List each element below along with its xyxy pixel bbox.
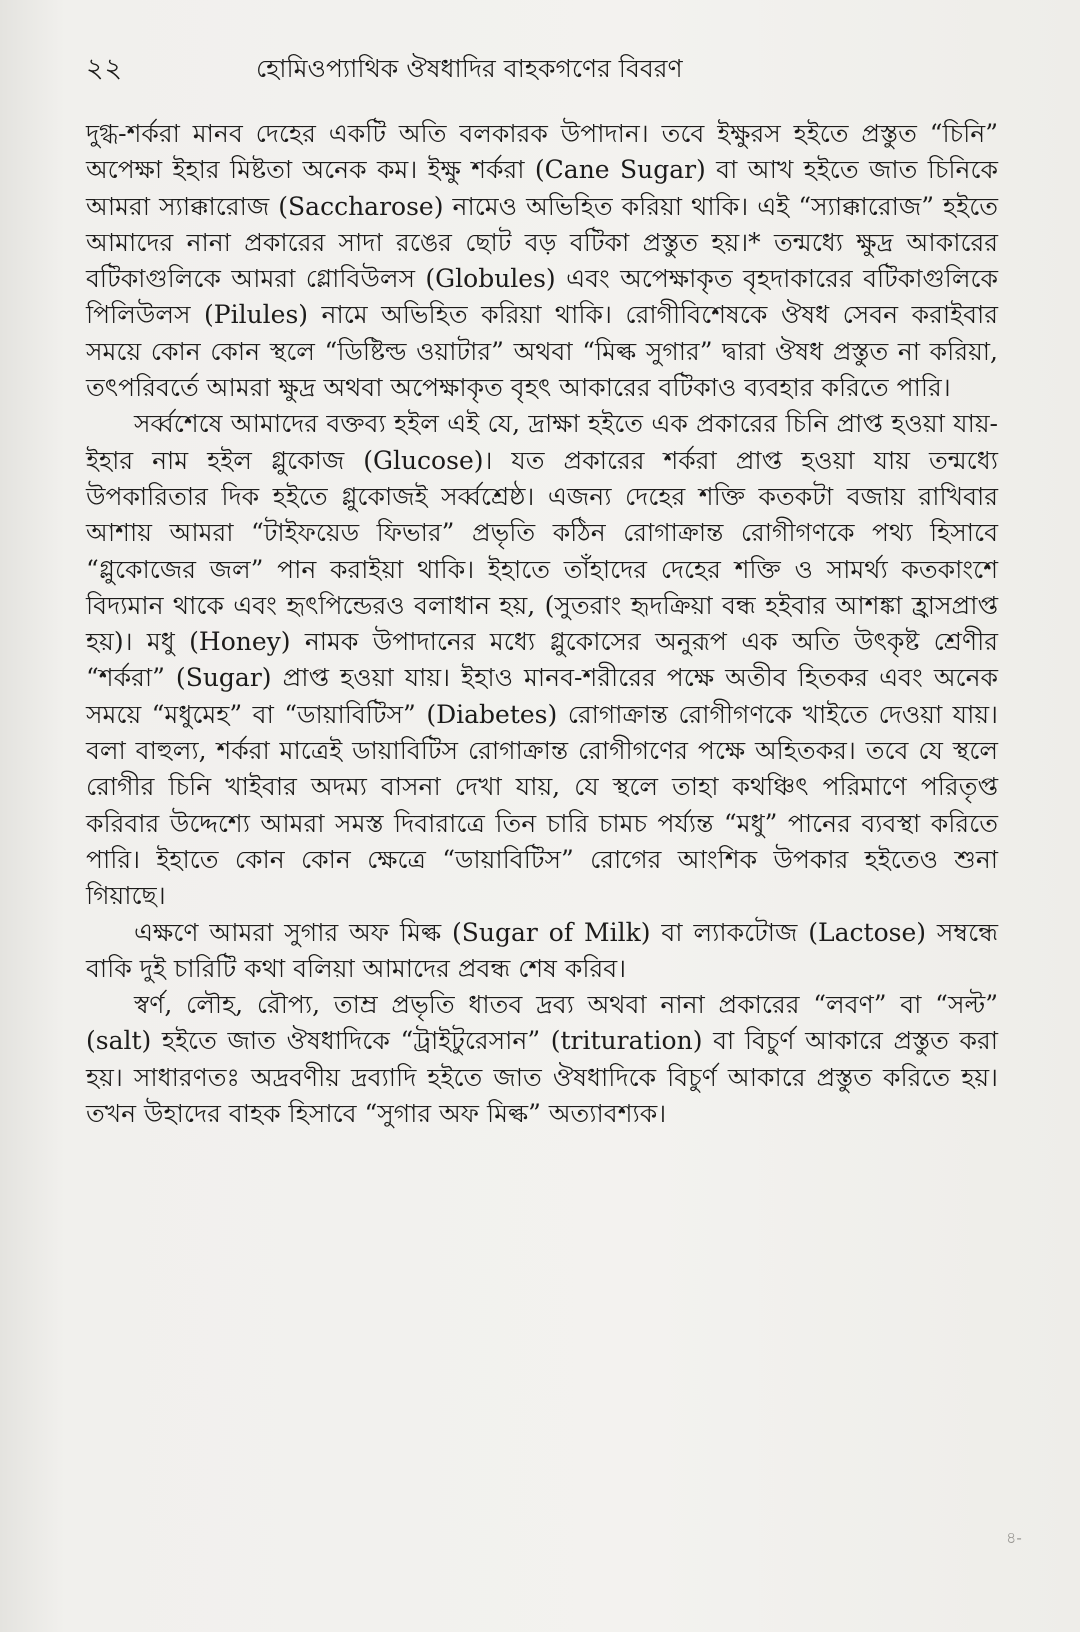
paragraph: সর্ব্বশেষে আমাদের বক্তব্য হইল এই যে, দ্রাক্ষা হইতে এক প্রকারের চিনি প্রাপ্ত হওয়া যায়-ইহার নাম হইল গ্লুকোজ (Glucose)। যত প্রকারের শর্করা প্রাপ্ত হওয়া যায় তন্মধ্যে উপকারিতার দিক হইতে গ্লুকোজই সর্ব্বশ্রেষ্ঠ। এজন্য দেহের শক্তি কতকটা বজায় রাখিবার আশায় আমরা “টাইফয়েড ফিভার” প্রভৃতি কঠিন রোগাক্রান্ত রোগীগণকে পথ্য হিসাবে “গ্লুকোজের জল” পান করাইয়া থাকি। ইহাতে তাঁহাদের দেহের শক্তি ও সামর্থ্য কতকাংশে বিদ্যমান থাকে এবং হৃৎপিন্ডেরও বলাধান হয়, (সুতরাং হৃদক্রিয়া বন্ধ হইবার আশঙ্কা হ্রাসপ্রাপ্ত হয়)। মধু (Honey) নামক উপাদানের মধ্যে গ্লুকোসের অনুরূপ এক অতি উৎকৃষ্ট শ্রেণীর “শর্করা” (Sugar) প্রাপ্ত হওয়া যায়। ইহাও মানব-শরীরের পক্ষে অতীব হিতকর এবং অনেক সময়ে “মধুমেহ” বা “ডায়াবিটিস” (Diabetes) রোগাক্রান্ত রোগীগণকে খাইতে দেওয়া যায়। বলা বাহুল্য, শর্করা মাত্রেই ডায়াবিটিস রোগাক্রান্ত রোগীগণের পক্ষে অহিতকর। তবে যে স্থলে রোগীর চিনি খাইবার অদম্য বাসনা দেখা যায়, যে স্থলে তাহা কথঞ্চিৎ পরিমাণে পরিতৃপ্ত করিবার উদ্দেশ্যে আমরা সমস্ত দিবারাত্রে তিন চারি চামচ পর্য্যন্ত “মধু” পানের ব্যবস্থা করিতে পারি। ইহাতে কোন কোন ক্ষেত্রে “ডায়াবিটিস” রোগের আংশিক উপকার হইতেও শুনা গিয়াছে। xyxy=(86,409,998,911)
paragraph: এক্ষণে আমরা সুগার অফ মিল্ক (Sugar of Milk) বা ল্যাকটোজ (Lactose) সম্বন্ধে বাকি দুই চারিটি কথা বলিয়া আমাদের প্রবন্ধ শেষ করিব। xyxy=(86,917,998,983)
paragraph: দুগ্ধ-শর্করা মানব দেহের একটি অতি বলকারক উপাদান। তবে ইক্ষুরস হইতে প্রস্তুত “চিনি” অপেক্ষা ইহার মিষ্টতা অনেক কম। ইক্ষু শর্করা (Cane Sugar) বা আখ হইতে জাত চিনিকে আমরা স্যাক্কারোজ (Saccharose) নামেও অভিহিত করিয়া থাকি। এই “স্যাক্কারোজ” হইতে আমাদের নানা প্রকারের সাদা রঙের ছোট বড় বটিকা প্রস্তুত হয়।* তন্মধ্যে ক্ষুদ্র আকারের বটিকাগুলিকে আমরা গ্লোবিউলস (Globules) এবং অপেক্ষাকৃত বৃহদাকারের বটিকাগুলিকে পিলিউলস (Pilules) নামে অভিহিত করিয়া থাকি। রোগীবিশেষকে ঔষধ সেবন করাইবার সময়ে কোন কোন স্থলে “ডিষ্টিল্ড ওয়াটার” অথবা “মিল্ক সুগার” দ্বারা ঔষধ প্রস্তুত না করিয়া, তৎপরিবর্তে আমরা ক্ষুদ্র অথবা অপেক্ষাকৃত বৃহৎ আকারের বটিকাও ব্যবহার করিতে পারি। xyxy=(86,119,998,403)
page-header xyxy=(86,48,970,92)
paragraph: স্বর্ণ, লৌহ, রৌপ্য, তাম্র প্রভৃতি ধাতব দ্রব্য অথবা নানা প্রকারের “লবণ” বা “সল্ট” (salt) হইতে জাত ঔষধাদিকে “ট্রাইটুরেসান” (trituration) বা বিচুর্ণ আকারে প্রস্তুত করা হয়। সাধারণতঃ অদ্রবণীয় দ্রব্যাদি হইতে জাত ঔষধাদিকে বিচুর্ণ আকারে প্রস্তুত করিতে হয়। তখন উহাদের বাহক হিসাবে “সুগার অফ মিল্ক” অত্যাবশ্যক। xyxy=(86,990,998,1129)
bleed-through-mark: ৪- xyxy=(1006,1528,1022,1547)
running-title: হোমিওপ্যাথিক ঔষধাদির বাহকগণের বিবরণ xyxy=(256,53,683,83)
page-number: ২২ xyxy=(86,52,124,84)
body-text xyxy=(86,116,998,1132)
